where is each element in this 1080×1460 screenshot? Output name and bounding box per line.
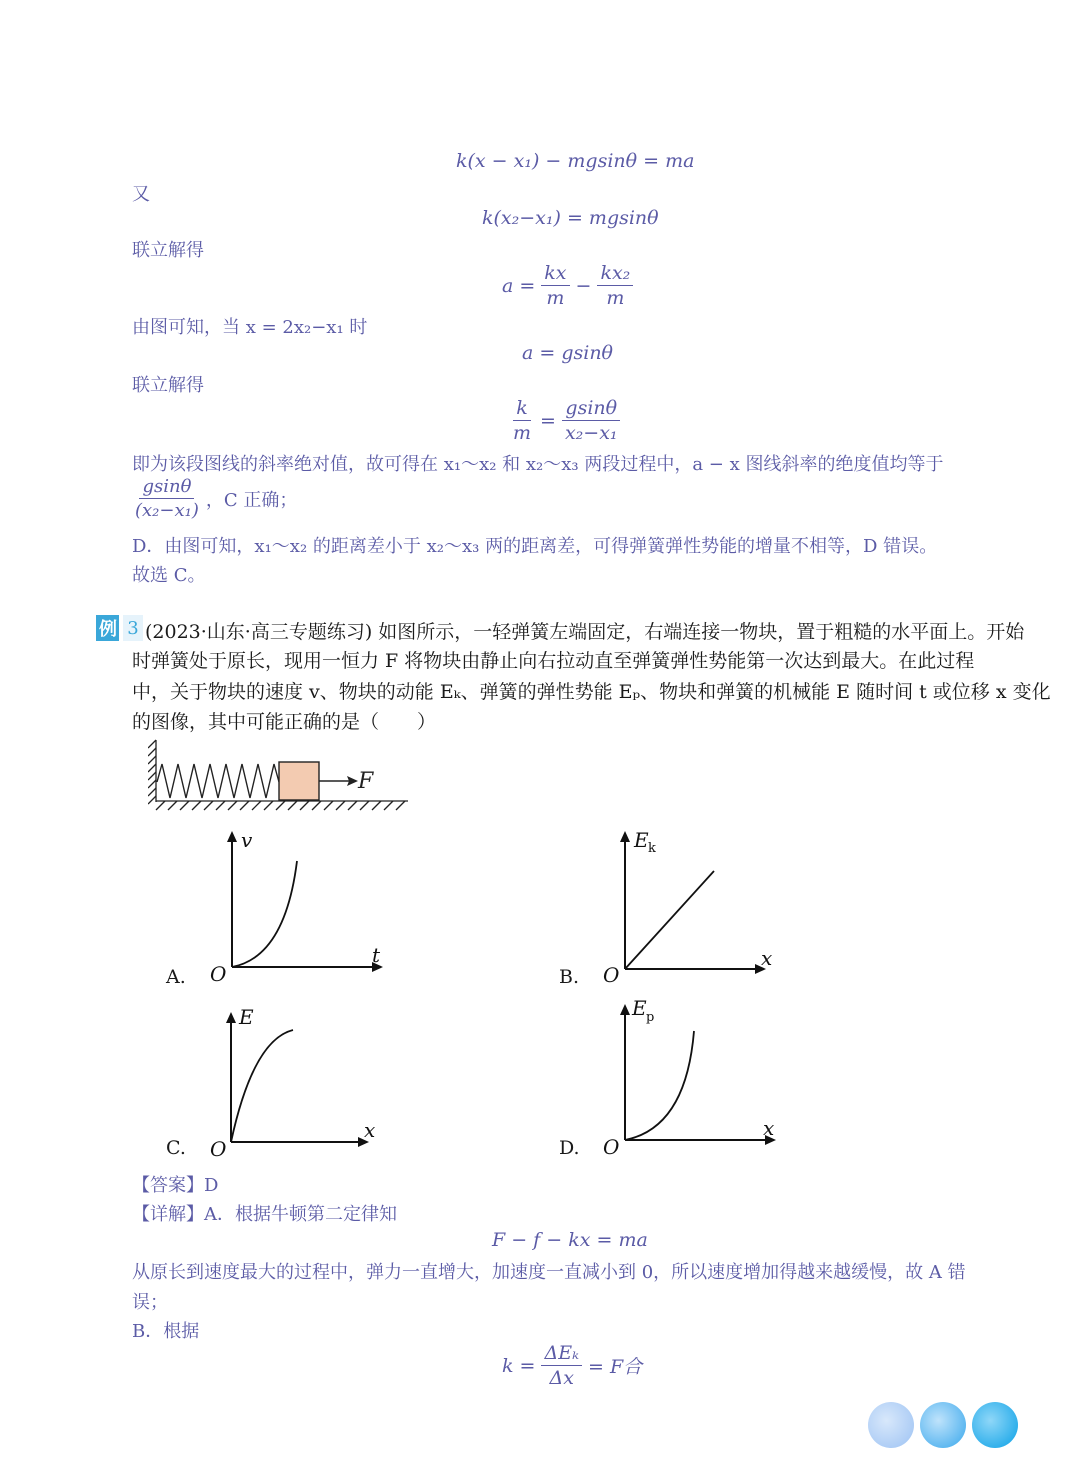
example-tag: 例 bbox=[96, 615, 119, 641]
option-b-label[interactable]: B. bbox=[559, 966, 580, 988]
wall-hatch bbox=[148, 740, 156, 804]
slope-suffix: ，C 正确； bbox=[205, 489, 298, 511]
graph-c-x-label: x bbox=[364, 1118, 376, 1142]
b-line: B．根据 bbox=[132, 1321, 200, 1342]
eq3-f1-num: kx bbox=[541, 262, 569, 286]
eq3-left: a = bbox=[502, 274, 536, 297]
eq-b-den: Δx bbox=[549, 1367, 574, 1389]
text-slope-line: 即为该段图线的斜率绝对值，故可得在 x₁～x₂ 和 x₂～x₃ 两段过程中，a − x 图线斜率的绝度值均等于 bbox=[132, 454, 944, 475]
eq5-f1-num: k bbox=[513, 397, 531, 421]
answer-line: 【答案】D bbox=[132, 1175, 219, 1196]
decor-circle-3 bbox=[972, 1402, 1018, 1448]
text-gu-line: 故选 C。 bbox=[132, 565, 206, 586]
graph-b-y-sub: k bbox=[648, 841, 656, 856]
graph-a-origin: O bbox=[210, 962, 227, 985]
explain-a-line-1: 从原长到速度最大的过程中，弹力一直增大，加速度一直减小到 0，所以速度增加得越来越缓慢，故 A 错 bbox=[132, 1262, 966, 1283]
spring-block-diagram bbox=[148, 738, 418, 818]
text-lianli-1: 联立解得 bbox=[132, 240, 204, 261]
eq5-f1-den: m bbox=[513, 422, 532, 444]
text-d-line: D．由图可知，x₁～x₂ 的距离差小于 x₂～x₃ 两的距离差，可得弹簧弹性势能的增量不相等，D 错误。 bbox=[132, 536, 938, 557]
graph-b-y-label: E bbox=[634, 828, 649, 852]
graph-d bbox=[598, 993, 788, 1158]
equation-4: a = gsinθ bbox=[522, 342, 613, 364]
example-number: 3 bbox=[123, 615, 143, 641]
text-you: 又 bbox=[132, 184, 150, 205]
text-lianli-2: 联立解得 bbox=[132, 375, 204, 396]
eq3-f2-den: m bbox=[606, 287, 625, 309]
eq5-f2-den: x₂−x₁ bbox=[564, 422, 618, 444]
force-label: F bbox=[358, 769, 374, 794]
slope-fraction bbox=[132, 476, 202, 521]
text-youtu: 由图可知，当 x = 2x₂−x₁ 时 bbox=[132, 317, 368, 338]
spring bbox=[157, 764, 279, 798]
option-c-label[interactable]: C. bbox=[166, 1137, 186, 1159]
equation-2: k(x₂−x₁) = mgsinθ bbox=[482, 207, 659, 229]
graph-c-origin: O bbox=[210, 1137, 227, 1160]
curve-c bbox=[231, 1030, 293, 1142]
graph-a-x-label: t bbox=[372, 943, 381, 967]
explain-a-line-2: 误； bbox=[132, 1292, 168, 1313]
slope-frac-den: (x₂−x₁) bbox=[135, 500, 199, 521]
graph-a bbox=[205, 825, 395, 985]
line-b bbox=[625, 871, 714, 969]
graph-c-y-label: E bbox=[239, 1005, 254, 1029]
question-line-1: (2023·山东·高三专题练习) 如图所示，一轻弹簧左端固定，右端连接一物块，置于粗糙的水平面上。开始 bbox=[145, 621, 1025, 643]
block bbox=[279, 762, 319, 800]
detail-line: 【详解】A．根据牛顿第二定律知 bbox=[132, 1204, 397, 1225]
graph-d-y-label: E bbox=[632, 996, 647, 1020]
ground-hatch bbox=[156, 801, 408, 810]
graph-a-y-label: v bbox=[241, 828, 253, 852]
curve-a bbox=[232, 861, 297, 967]
eq-b-fraction bbox=[541, 1342, 582, 1389]
option-a-label[interactable]: A. bbox=[166, 966, 186, 988]
slope-frac-num: gsinθ bbox=[139, 476, 194, 499]
eq-b-num: ΔEₖ bbox=[541, 1342, 582, 1366]
graph-b bbox=[598, 825, 788, 985]
equation-b bbox=[502, 1342, 642, 1389]
eq5-f2-num: gsinθ bbox=[562, 397, 620, 421]
graph-d-x-label: x bbox=[763, 1116, 775, 1140]
question-line-3: 中，关于物块的速度 v、物块的动能 Eₖ、弹簧的弹性势能 Eₚ、物块和弹簧的机械能 E 随时间 t 或位移 x 变化 bbox=[132, 681, 1051, 703]
equation-newton: F − f − kx = ma bbox=[492, 1229, 648, 1251]
eq5-equals: = bbox=[540, 409, 556, 432]
equation-1: k(x − x₁) − mgsinθ = ma bbox=[456, 150, 695, 172]
equation-5 bbox=[510, 397, 621, 444]
graph-c bbox=[205, 1000, 395, 1160]
graph-b-x-label: x bbox=[761, 946, 773, 970]
graph-d-origin: O bbox=[603, 1135, 620, 1158]
eq3-fraction-2 bbox=[597, 262, 633, 309]
eq-b-left: k = bbox=[502, 1354, 536, 1377]
graph-b-origin: O bbox=[603, 963, 620, 985]
eq3-fraction-1 bbox=[541, 262, 569, 309]
eq5-fraction-1 bbox=[510, 397, 534, 444]
eq3-f2-num: kx₂ bbox=[597, 262, 633, 286]
option-d-label[interactable]: D. bbox=[559, 1137, 580, 1159]
decor-circle-2 bbox=[920, 1402, 966, 1448]
question-line-2: 时弹簧处于原长，现用一恒力 F 将物块由静止向右拉动直至弹簧弹性势能第一次达到最大。在此过程 bbox=[132, 650, 975, 672]
decor-circle-1 bbox=[868, 1402, 914, 1448]
equation-3 bbox=[502, 262, 633, 309]
eq3-f1-den: m bbox=[546, 287, 565, 309]
eq5-fraction-2 bbox=[562, 397, 621, 444]
eq-b-right: = F合 bbox=[588, 1356, 643, 1378]
eq3-minus: − bbox=[575, 274, 592, 297]
slope-fraction-line bbox=[132, 476, 297, 521]
curve-d bbox=[625, 1031, 694, 1140]
question-line-4: 的图像，其中可能正确的是（ ） bbox=[132, 711, 437, 733]
graph-d-y-sub: p bbox=[646, 1010, 655, 1025]
